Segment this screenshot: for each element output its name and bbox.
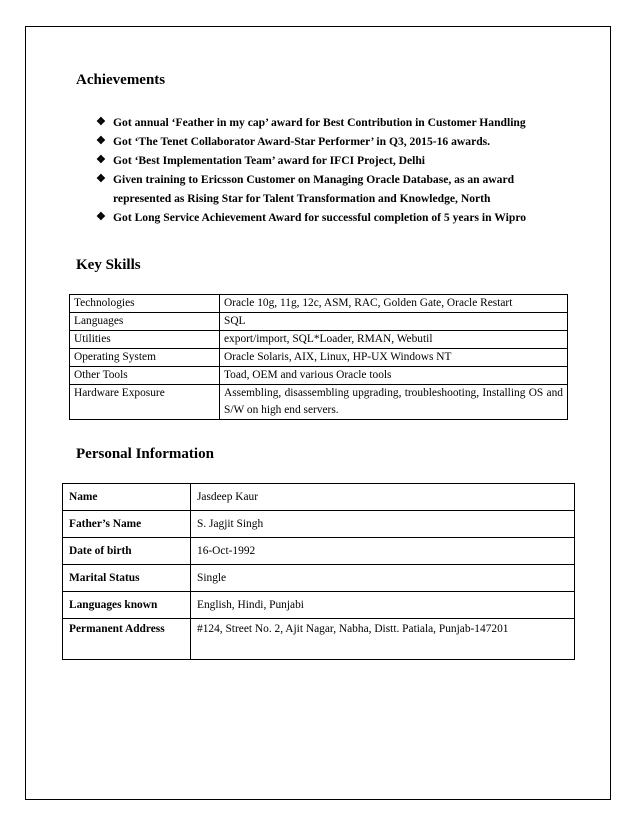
skill-key: Hardware Exposure [70, 385, 220, 420]
personal-key: Date of birth [63, 538, 191, 565]
achievement-item [96, 151, 566, 170]
table-row [63, 538, 575, 565]
key-skills-table [69, 294, 568, 420]
personal-information-table [62, 483, 575, 660]
skill-key: Utilities [70, 331, 220, 349]
table-row [63, 511, 575, 538]
table-row [70, 349, 568, 367]
skill-value: Toad, OEM and various Oracle tools [220, 367, 568, 385]
table-row [70, 331, 568, 349]
table-row [63, 592, 575, 619]
skill-value: Oracle Solaris, AIX, Linux, HP-UX Windows NT [220, 349, 568, 367]
personal-key: Father’s Name [63, 511, 191, 538]
table-row [70, 367, 568, 385]
diamond-bullet-icon: ❖ [96, 173, 106, 185]
personal-value: Single [191, 565, 575, 592]
personal-value: English, Hindi, Punjabi [191, 592, 575, 619]
diamond-bullet-icon: ❖ [96, 135, 106, 147]
skill-value: SQL [220, 313, 568, 331]
diamond-bullet-icon: ❖ [96, 116, 106, 128]
personal-key: Name [63, 484, 191, 511]
achievement-item [96, 170, 566, 208]
table-row [63, 619, 575, 660]
achievement-text: Got annual ‘Feather in my cap’ award for Best Contribution in Customer Handling [113, 116, 526, 129]
skill-value: Oracle 10g, 11g, 12c, ASM, RAC, Golden Gate, Oracle Restart [220, 295, 568, 313]
table-row [70, 385, 568, 420]
achievement-text: Got ‘The Tenet Collaborator Award-Star Performer’ in Q3, 2015-16 awards. [113, 135, 491, 148]
table-row [63, 565, 575, 592]
diamond-bullet-icon: ❖ [96, 211, 106, 223]
table-row [70, 313, 568, 331]
achievements-list [96, 113, 566, 227]
achievement-text: Got Long Service Achievement Award for successful completion of 5 years in Wipro [113, 211, 527, 224]
diamond-bullet-icon: ❖ [96, 154, 106, 166]
personal-key: Marital Status [63, 565, 191, 592]
key-skills-heading: Key Skills [76, 257, 141, 273]
personal-value: 16-Oct-1992 [191, 538, 575, 565]
achievement-item [96, 208, 566, 227]
skill-key: Technologies [70, 295, 220, 313]
achievements-heading: Achievements [76, 72, 166, 88]
personal-information-heading: Personal Information [76, 446, 214, 462]
personal-value: S. Jagjit Singh [191, 511, 575, 538]
skill-value: export/import, SQL*Loader, RMAN, Webutil [220, 331, 568, 349]
achievement-text: Given training to Ericsson Customer on Managing Oracle Database, as an award represented as Rising Star for Talent Transformation and Knowledge, North [113, 173, 515, 205]
achievement-item [96, 132, 566, 151]
skill-key: Operating System [70, 349, 220, 367]
table-row [63, 484, 575, 511]
table-row [70, 295, 568, 313]
personal-key: Languages known [63, 592, 191, 619]
personal-value: #124, Street No. 2, Ajit Nagar, Nabha, Distt. Patiala, Punjab-147201 [191, 619, 575, 660]
personal-value: Jasdeep Kaur [191, 484, 575, 511]
achievement-text: Got ‘Best Implementation Team’ award for IFCI Project, Delhi [113, 154, 426, 167]
skill-value: Assembling, disassembling upgrading, troubleshooting, Installing OS and S/W on high end servers. [220, 385, 568, 420]
personal-key: Permanent Address [63, 619, 191, 660]
skill-key: Other Tools [70, 367, 220, 385]
achievement-item [96, 113, 566, 132]
skill-key: Languages [70, 313, 220, 331]
